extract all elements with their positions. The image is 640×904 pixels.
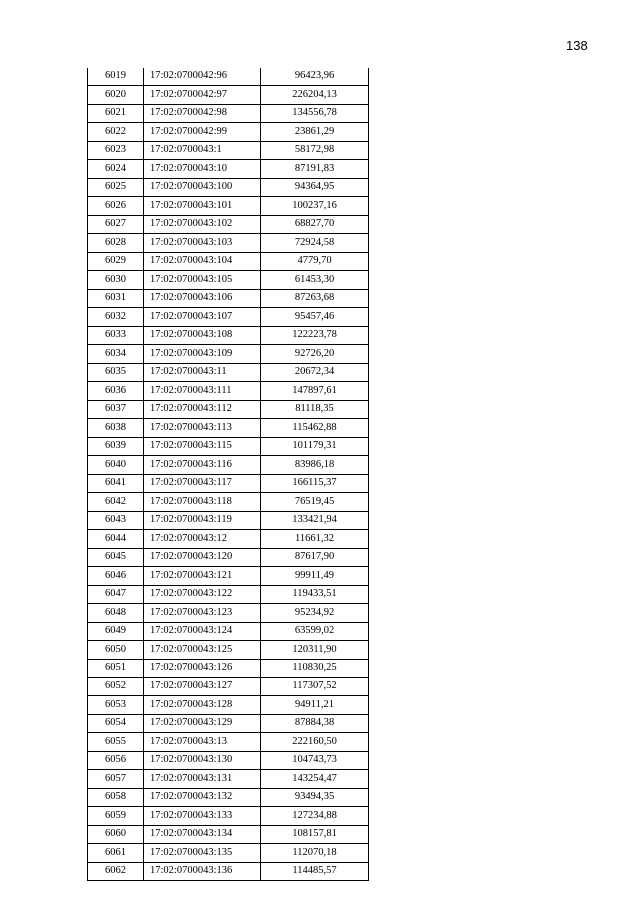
cadastral-number-cell: 17:02:0700043:124	[144, 622, 261, 640]
table-row	[88, 437, 369, 455]
row-number-cell: 6033	[88, 326, 144, 344]
value-cell: 226204,13	[261, 86, 369, 104]
table-row	[88, 326, 369, 344]
cadastral-number-cell: 17:02:0700043:1	[144, 141, 261, 159]
table-row	[88, 141, 369, 159]
cadastral-number-cell: 17:02:0700043:106	[144, 289, 261, 307]
table-row	[88, 382, 369, 400]
value-cell: 93494,35	[261, 788, 369, 806]
cadastral-number-cell: 17:02:0700043:109	[144, 345, 261, 363]
value-cell: 92726,20	[261, 345, 369, 363]
row-number-cell: 6021	[88, 104, 144, 122]
cadastral-number-cell: 17:02:0700043:103	[144, 234, 261, 252]
cadastral-number-cell: 17:02:0700043:111	[144, 382, 261, 400]
value-cell: 81118,35	[261, 400, 369, 418]
row-number-cell: 6040	[88, 456, 144, 474]
value-cell: 166115,37	[261, 474, 369, 492]
value-cell: 94911,21	[261, 696, 369, 714]
row-number-cell: 6046	[88, 567, 144, 585]
value-cell: 72924,58	[261, 234, 369, 252]
value-cell: 134556,78	[261, 104, 369, 122]
value-cell: 63599,02	[261, 622, 369, 640]
row-number-cell: 6041	[88, 474, 144, 492]
cadastral-number-cell: 17:02:0700043:101	[144, 197, 261, 215]
table-row	[88, 104, 369, 122]
table-row	[88, 345, 369, 363]
cadastral-number-cell: 17:02:0700042:97	[144, 86, 261, 104]
table-body	[88, 68, 369, 881]
row-number-cell: 6057	[88, 770, 144, 788]
row-number-cell: 6056	[88, 751, 144, 769]
value-cell: 96423,96	[261, 68, 369, 86]
value-cell: 110830,25	[261, 659, 369, 677]
table-row	[88, 456, 369, 474]
table-row	[88, 419, 369, 437]
table-row	[88, 548, 369, 566]
value-cell: 112070,18	[261, 844, 369, 862]
row-number-cell: 6035	[88, 363, 144, 381]
row-number-cell: 6054	[88, 714, 144, 732]
table-row	[88, 677, 369, 695]
cadastral-number-cell: 17:02:0700043:116	[144, 456, 261, 474]
cadastral-number-cell: 17:02:0700043:128	[144, 696, 261, 714]
table-row	[88, 511, 369, 529]
value-cell: 95457,46	[261, 308, 369, 326]
value-cell: 87263,68	[261, 289, 369, 307]
value-cell: 120311,90	[261, 641, 369, 659]
cadastral-number-cell: 17:02:0700043:126	[144, 659, 261, 677]
row-number-cell: 6024	[88, 160, 144, 178]
value-cell: 4779,70	[261, 252, 369, 270]
row-number-cell: 6061	[88, 844, 144, 862]
row-number-cell: 6027	[88, 215, 144, 233]
row-number-cell: 6049	[88, 622, 144, 640]
value-cell: 87617,90	[261, 548, 369, 566]
row-number-cell: 6043	[88, 511, 144, 529]
cadastral-number-cell: 17:02:0700043:132	[144, 788, 261, 806]
value-cell: 83986,18	[261, 456, 369, 474]
cadastral-number-cell: 17:02:0700043:131	[144, 770, 261, 788]
table-row	[88, 844, 369, 862]
table-row	[88, 567, 369, 585]
table-row	[88, 641, 369, 659]
row-number-cell: 6029	[88, 252, 144, 270]
row-number-cell: 6031	[88, 289, 144, 307]
table-row	[88, 289, 369, 307]
row-number-cell: 6047	[88, 585, 144, 603]
table-row	[88, 308, 369, 326]
row-number-cell: 6020	[88, 86, 144, 104]
cadastral-number-cell: 17:02:0700043:125	[144, 641, 261, 659]
value-cell: 58172,98	[261, 141, 369, 159]
cadastral-number-cell: 17:02:0700043:107	[144, 308, 261, 326]
value-cell: 115462,88	[261, 419, 369, 437]
table-row	[88, 474, 369, 492]
table-row	[88, 714, 369, 732]
cadastral-number-cell: 17:02:0700043:13	[144, 733, 261, 751]
value-cell: 147897,61	[261, 382, 369, 400]
value-cell: 222160,50	[261, 733, 369, 751]
value-cell: 87191,83	[261, 160, 369, 178]
row-number-cell: 6045	[88, 548, 144, 566]
row-number-cell: 6023	[88, 141, 144, 159]
cadastral-number-cell: 17:02:0700043:104	[144, 252, 261, 270]
table-row	[88, 862, 369, 880]
table-row	[88, 493, 369, 511]
row-number-cell: 6048	[88, 604, 144, 622]
value-cell: 114485,57	[261, 862, 369, 880]
value-cell: 108157,81	[261, 825, 369, 843]
cadastral-number-cell: 17:02:0700043:115	[144, 437, 261, 455]
row-number-cell: 6042	[88, 493, 144, 511]
table-row	[88, 252, 369, 270]
cadastral-number-cell: 17:02:0700043:10	[144, 160, 261, 178]
table-row	[88, 585, 369, 603]
table-row	[88, 400, 369, 418]
cadastral-number-cell: 17:02:0700043:117	[144, 474, 261, 492]
cadastral-number-cell: 17:02:0700043:12	[144, 530, 261, 548]
row-number-cell: 6025	[88, 178, 144, 196]
value-cell: 100237,16	[261, 197, 369, 215]
table-row	[88, 733, 369, 751]
table-row	[88, 123, 369, 141]
cadastral-number-cell: 17:02:0700043:102	[144, 215, 261, 233]
value-cell: 94364,95	[261, 178, 369, 196]
table-row	[88, 160, 369, 178]
table-row	[88, 234, 369, 252]
row-number-cell: 6022	[88, 123, 144, 141]
value-cell: 143254,47	[261, 770, 369, 788]
cadastral-number-cell: 17:02:0700043:100	[144, 178, 261, 196]
value-cell: 23861,29	[261, 123, 369, 141]
value-cell: 119433,51	[261, 585, 369, 603]
cadastral-number-cell: 17:02:0700042:96	[144, 68, 261, 86]
row-number-cell: 6058	[88, 788, 144, 806]
cadastral-number-cell: 17:02:0700043:134	[144, 825, 261, 843]
row-number-cell: 6044	[88, 530, 144, 548]
cadastral-number-cell: 17:02:0700043:118	[144, 493, 261, 511]
table-row	[88, 363, 369, 381]
row-number-cell: 6037	[88, 400, 144, 418]
row-number-cell: 6036	[88, 382, 144, 400]
table-row	[88, 622, 369, 640]
cadastral-number-cell: 17:02:0700043:123	[144, 604, 261, 622]
cadastral-number-cell: 17:02:0700043:105	[144, 271, 261, 289]
table-row	[88, 696, 369, 714]
row-number-cell: 6060	[88, 825, 144, 843]
cadastral-number-cell: 17:02:0700043:127	[144, 677, 261, 695]
value-cell: 76519,45	[261, 493, 369, 511]
value-cell: 127234,88	[261, 807, 369, 825]
table-row	[88, 530, 369, 548]
table-row	[88, 68, 369, 86]
cadastral-number-cell: 17:02:0700042:99	[144, 123, 261, 141]
value-cell: 20672,34	[261, 363, 369, 381]
cadastral-number-cell: 17:02:0700043:120	[144, 548, 261, 566]
row-number-cell: 6026	[88, 197, 144, 215]
cadastral-number-cell: 17:02:0700043:130	[144, 751, 261, 769]
cadastral-number-cell: 17:02:0700042:98	[144, 104, 261, 122]
cadastral-number-cell: 17:02:0700043:122	[144, 585, 261, 603]
value-cell: 68827,70	[261, 215, 369, 233]
value-cell: 87884,38	[261, 714, 369, 732]
row-number-cell: 6028	[88, 234, 144, 252]
value-cell: 95234,92	[261, 604, 369, 622]
cadastral-number-cell: 17:02:0700043:121	[144, 567, 261, 585]
value-cell: 117307,52	[261, 677, 369, 695]
value-cell: 104743,73	[261, 751, 369, 769]
table-row	[88, 770, 369, 788]
row-number-cell: 6034	[88, 345, 144, 363]
parcel-table	[87, 68, 369, 881]
row-number-cell: 6032	[88, 308, 144, 326]
row-number-cell: 6039	[88, 437, 144, 455]
row-number-cell: 6050	[88, 641, 144, 659]
table-row	[88, 604, 369, 622]
table-row	[88, 825, 369, 843]
row-number-cell: 6051	[88, 659, 144, 677]
table-row	[88, 751, 369, 769]
row-number-cell: 6053	[88, 696, 144, 714]
cadastral-number-cell: 17:02:0700043:135	[144, 844, 261, 862]
row-number-cell: 6055	[88, 733, 144, 751]
cadastral-number-cell: 17:02:0700043:119	[144, 511, 261, 529]
table-row	[88, 659, 369, 677]
table-row	[88, 215, 369, 233]
value-cell: 99911,49	[261, 567, 369, 585]
value-cell: 122223,78	[261, 326, 369, 344]
value-cell: 101179,31	[261, 437, 369, 455]
table-row	[88, 86, 369, 104]
value-cell: 61453,30	[261, 271, 369, 289]
cadastral-number-cell: 17:02:0700043:129	[144, 714, 261, 732]
table-row	[88, 197, 369, 215]
cadastral-number-cell: 17:02:0700043:136	[144, 862, 261, 880]
cadastral-number-cell: 17:02:0700043:11	[144, 363, 261, 381]
row-number-cell: 6030	[88, 271, 144, 289]
value-cell: 11661,32	[261, 530, 369, 548]
row-number-cell: 6059	[88, 807, 144, 825]
row-number-cell: 6038	[88, 419, 144, 437]
row-number-cell: 6019	[88, 68, 144, 86]
row-number-cell: 6062	[88, 862, 144, 880]
cadastral-number-cell: 17:02:0700043:112	[144, 400, 261, 418]
page-number: 138	[566, 38, 588, 53]
cadastral-number-cell: 17:02:0700043:113	[144, 419, 261, 437]
table-row	[88, 807, 369, 825]
table-row	[88, 788, 369, 806]
row-number-cell: 6052	[88, 677, 144, 695]
cadastral-number-cell: 17:02:0700043:133	[144, 807, 261, 825]
cadastral-number-cell: 17:02:0700043:108	[144, 326, 261, 344]
value-cell: 133421,94	[261, 511, 369, 529]
table-row	[88, 271, 369, 289]
table-row	[88, 178, 369, 196]
